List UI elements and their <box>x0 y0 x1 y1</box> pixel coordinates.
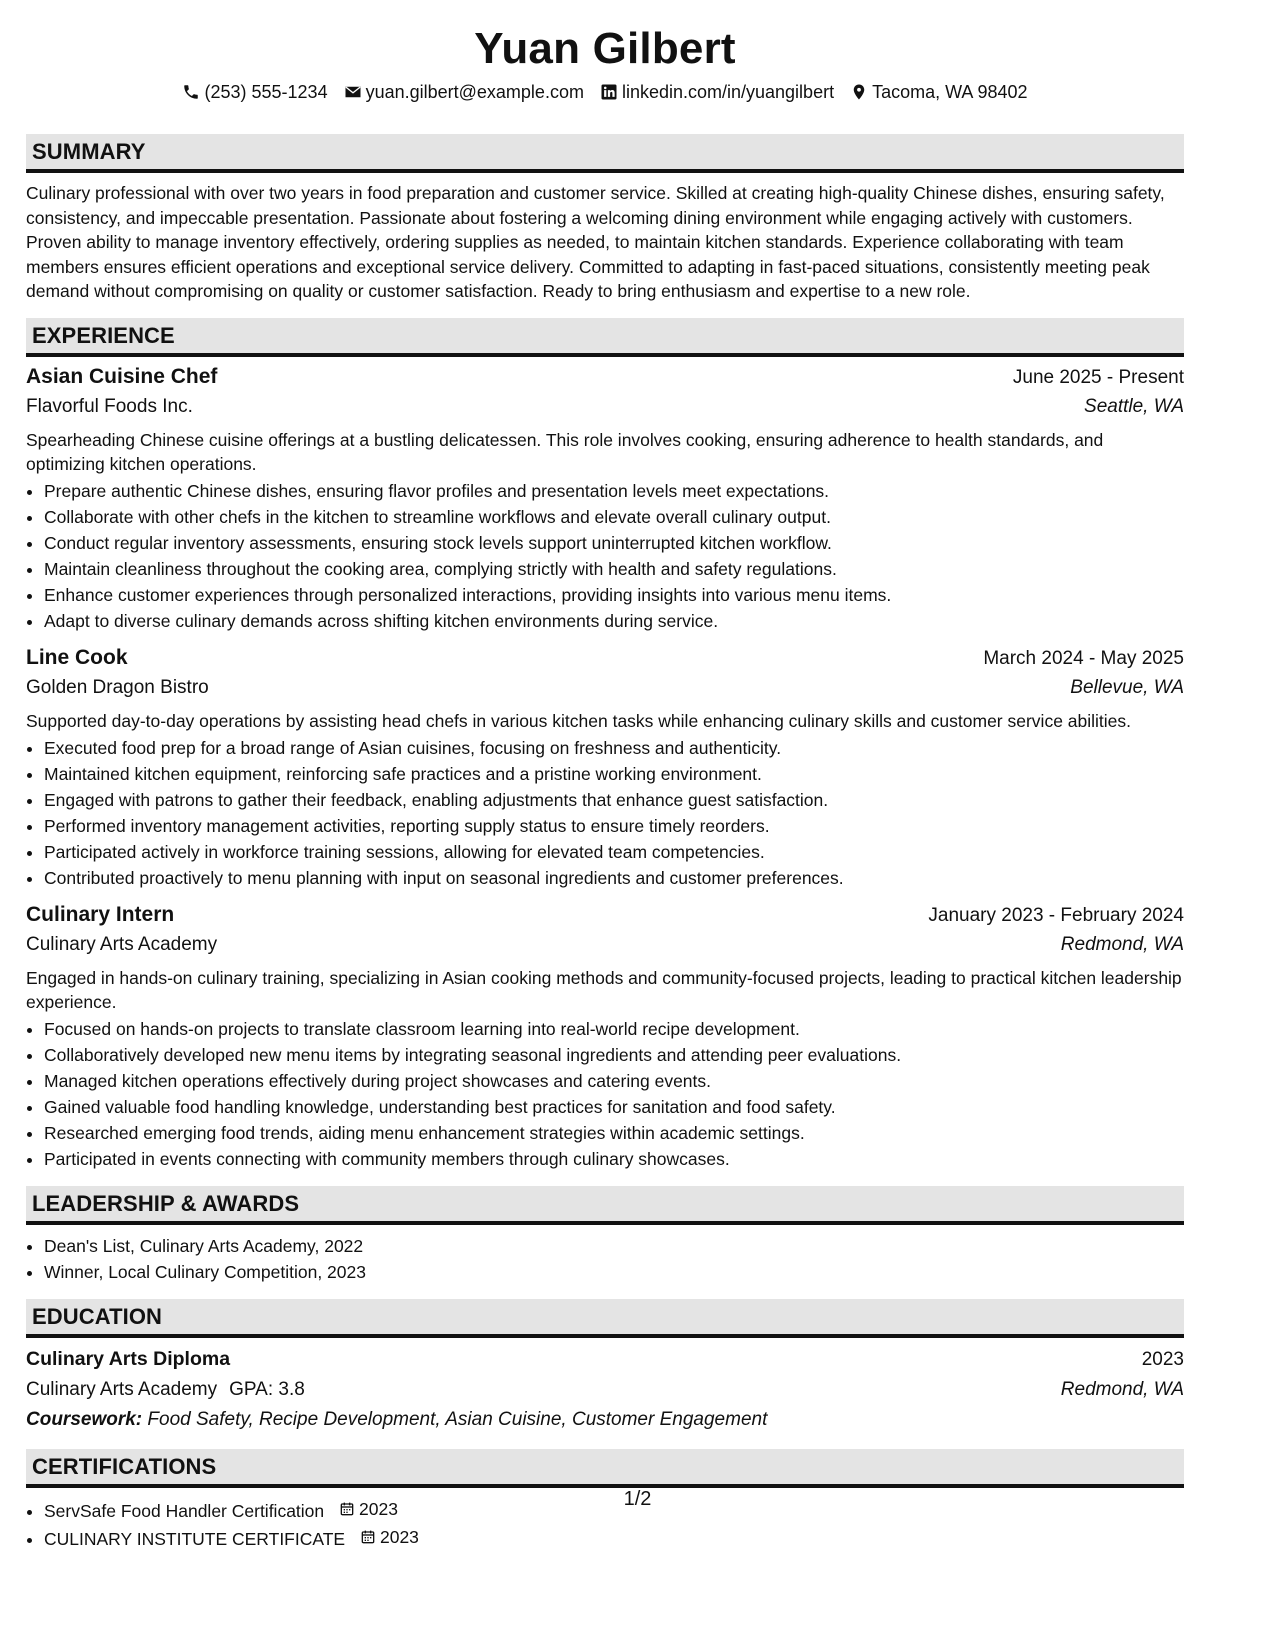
job-company: Culinary Arts Academy <box>26 933 218 955</box>
job-entry <box>26 644 1184 891</box>
job-title: Asian Cuisine Chef <box>26 364 218 388</box>
list-item: • Conduct regular inventory assessments, ensuring stock levels support uninterrupted kitchen workflow. <box>44 530 1184 556</box>
list-item: • Maintain cleanliness throughout the cooking area, complying strictly with health and safety regulations. <box>44 556 1184 582</box>
phone-icon <box>182 83 200 101</box>
list-item <box>44 1524 1184 1552</box>
cert-name: ServSafe Food Handler Certification <box>44 1500 325 1521</box>
job-entry <box>26 901 1184 1172</box>
contact-phone[interactable] <box>182 80 327 104</box>
list-item: • Prepare authentic Chinese dishes, ensuring flavor profiles and presentation levels meet expectations. <box>44 478 1184 504</box>
summary-section <box>26 134 1184 304</box>
list-item: • Adapt to diverse culinary demands across shifting kitchen environments during service. <box>44 608 1184 634</box>
section-header-summary: SUMMARY <box>26 134 1184 173</box>
list-item: • Participated in events connecting with community members through culinary showcases. <box>44 1146 1184 1172</box>
school-location: Redmond, WA <box>1060 1378 1184 1400</box>
email-text: yuan.gilbert@example.com <box>365 82 584 102</box>
experience-section <box>26 318 1184 1172</box>
education-entry <box>26 1344 1184 1435</box>
degree-title: Culinary Arts Diploma <box>26 1347 231 1370</box>
job-location: Bellevue, WA <box>1070 676 1184 698</box>
job-bullets <box>26 1016 1184 1172</box>
job-title: Line Cook <box>26 645 128 669</box>
map-pin-icon <box>850 83 868 101</box>
list-item: • Focused on hands-on projects to translate classroom learning into real-world recipe development. <box>44 1016 1184 1042</box>
list-item: • Researched emerging food trends, aiding menu enhancement strategies within academic settings. <box>44 1120 1184 1146</box>
list-item: • Managed kitchen operations effectively during project showcases and catering events. <box>44 1068 1184 1094</box>
linkedin-text: linkedin.com/in/yuangilbert <box>621 82 835 102</box>
contact-linkedin[interactable] <box>600 80 834 104</box>
job-company: Flavorful Foods Inc. <box>26 395 193 417</box>
list-item: • Collaborate with other chefs in the kitchen to streamline workflows and elevate overall culinary output. <box>44 504 1184 530</box>
list-item: • Enhance customer experiences through personalized interactions, providing insights into various menu items. <box>44 582 1184 608</box>
job-location: Redmond, WA <box>1060 933 1184 955</box>
contact-email[interactable] <box>344 80 584 104</box>
job-entry <box>26 363 1184 634</box>
job-location: Seattle, WA <box>1084 395 1184 417</box>
list-item: • Participated actively in workforce training sessions, allowing for elevated team competencies. <box>44 839 1184 865</box>
section-header-leadership: LEADERSHIP & AWARDS <box>26 1186 1184 1225</box>
candidate-name: Yuan Gilbert <box>474 24 736 73</box>
leadership-section <box>26 1186 1184 1285</box>
gpa: GPA: 3.8 <box>229 1378 305 1400</box>
job-dates: June 2025 - Present <box>1012 366 1184 388</box>
cert-date <box>360 1524 419 1550</box>
phone-text: (253) 555-1234 <box>204 82 328 102</box>
job-title: Culinary Intern <box>26 902 175 926</box>
education-section <box>26 1299 1184 1435</box>
envelope-icon <box>344 83 362 101</box>
school-name-line <box>26 1375 305 1405</box>
cert-name: CULINARY INSTITUTE CERTIFICATE <box>44 1528 346 1549</box>
summary-text: Culinary professional with over two years in food preparation and customer service. Skilled at creating high-quality Chinese dishes, ensuring safety, consistency, and impeccable presentation. Passionate about fostering a welcoming dining environment while engaging actively with customers. Proven ability to manage inventory effectively, ordering supplies as needed, to maintain kitchen standards. Experience collaborating with team members ensures efficient operations and exceptional service delivery. Committed to adapting in fast-paced situations, consistently meeting peak demand without compromising on quality or customer satisfaction. Ready to bring enthusiasm and expertise to a new role. <box>26 183 1165 301</box>
coursework-list: Food Safety, Recipe Development, Asian Cuisine, Customer Engagement <box>147 1408 768 1430</box>
job-bullets <box>26 478 1184 634</box>
list-item: • Contributed proactively to menu planning with input on seasonal ingredients and customer preferences. <box>44 865 1184 891</box>
page-number: 1/2 <box>623 1488 652 1510</box>
list-item: • Collaboratively developed new menu items by integrating seasonal ingredients and attending peer evaluations. <box>44 1042 1184 1068</box>
job-description: Supported day-to-day operations by assisting head chefs in various kitchen tasks while enhancing culinary skills and customer service abilities. <box>26 710 1132 731</box>
section-header-certifications: CERTIFICATIONS <box>26 1449 1184 1488</box>
degree-year: 2023 <box>1141 1348 1184 1370</box>
coursework-label: Coursework: <box>26 1408 143 1430</box>
contact-bar <box>26 80 1184 104</box>
list-item: • Engaged with patrons to gather their feedback, enabling adjustments that enhance guest satisfaction. <box>44 787 1184 813</box>
cert-date-text: 2023 <box>359 1498 398 1519</box>
list-item: • Executed food prep for a broad range of Asian cuisines, focusing on freshness and authenticity. <box>44 735 1184 761</box>
calendar-icon <box>360 1529 376 1545</box>
job-description: Engaged in hands-on culinary training, specializing in Asian cooking methods and community-focused projects, leading to practical kitchen leadership experience. <box>26 967 1182 1012</box>
cert-date-text: 2023 <box>379 1526 419 1547</box>
coursework-line <box>26 1405 1184 1435</box>
list-item: • Maintained kitchen equipment, reinforcing safe practices and a pristine working environment. <box>44 761 1184 787</box>
list-item: • Dean's List, Culinary Arts Academy, 2022 <box>44 1233 1184 1259</box>
job-dates: March 2024 - May 2025 <box>983 647 1184 669</box>
job-description: Spearheading Chinese cuisine offerings at a bustling delicatessen. This role involves cooking, ensuring adherence to health standards, and optimizing kitchen operations. <box>26 429 1104 474</box>
job-dates: January 2023 - February 2024 <box>928 904 1184 926</box>
linkedin-icon <box>600 83 618 101</box>
job-company: Golden Dragon Bistro <box>26 676 209 698</box>
job-bullets <box>26 735 1184 891</box>
school-name: Culinary Arts Academy <box>26 1378 218 1400</box>
contact-location <box>850 80 1027 104</box>
list-item: • Performed inventory management activities, reporting supply status to ensure timely reorders. <box>44 813 1184 839</box>
awards-list <box>26 1233 1184 1285</box>
location-text: Tacoma, WA 98402 <box>872 82 1028 102</box>
section-header-education: EDUCATION <box>26 1299 1184 1338</box>
list-item: • Gained valuable food handling knowledge, understanding best practices for sanitation and food safety. <box>44 1094 1184 1120</box>
list-item: • Winner, Local Culinary Competition, 2023 <box>44 1259 1184 1285</box>
section-header-experience: EXPERIENCE <box>26 318 1184 357</box>
